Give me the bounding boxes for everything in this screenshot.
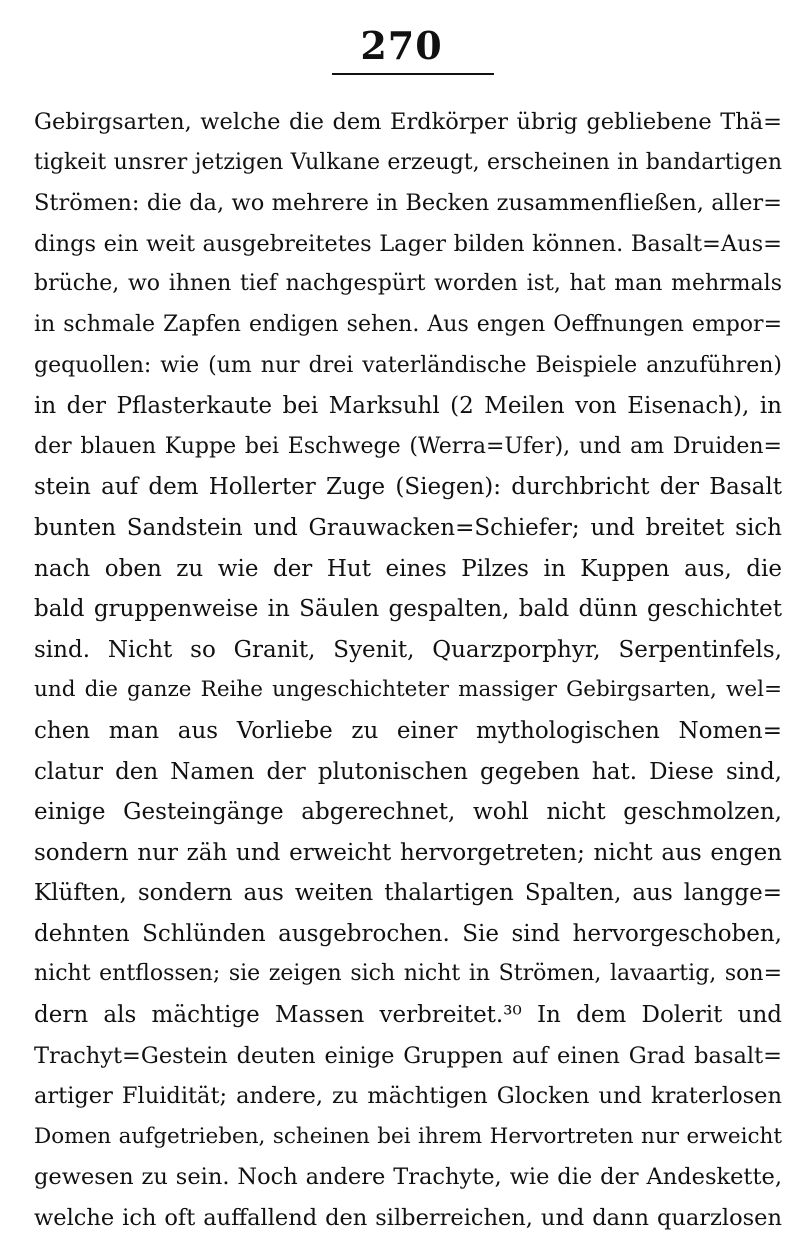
text-line: Gebirgsarten, welche die dem Erdkörper übrig gebliebene Thä=	[34, 109, 782, 135]
text-line: clatur den Namen der plutonischen gegeben hat. Diese sind,	[34, 758, 782, 785]
page-number: 270	[360, 23, 443, 68]
text-line: gewesen zu sein. Noch andere Trachyte, wie die der Andeskette,	[34, 1164, 782, 1191]
text-line: in schmale Zapfen endigen sehen. Aus engen Oeffnungen empor=	[34, 311, 782, 337]
text-line: sondern nur zäh und erweicht hervorgetreten; nicht aus engen	[34, 839, 782, 866]
text-line: tigkeit unsrer jetzigen Vulkane erzeugt, erscheinen in bandartigen	[34, 149, 782, 175]
text-line: nicht entflossen; sie zeigen sich nicht in Strömen, lavaartig, son=	[34, 961, 782, 987]
text-line: Strömen: die da, wo mehrere in Becken zusammenfließen, aller=	[34, 190, 782, 217]
text-line: brüche, wo ihnen tief nachgespürt worden ist, hat man mehrmals	[34, 271, 782, 297]
text-line: sind. Nicht so Granit, Syenit, Quarzporphyr, Serpentinfels,	[34, 636, 782, 663]
body-text	[34, 102, 782, 1239]
text-line: welche ich oft auffallend den silberreichen, und dann quarzlosen	[34, 1205, 782, 1232]
text-line: Domen aufgetrieben, scheinen bei ihrem Hervortreten nur erweicht	[34, 1123, 782, 1149]
text-line: der blauen Kuppe bei Eschwege (Werra=Ufer), und am Druiden=	[34, 433, 782, 459]
text-line: nach oben zu wie der Hut eines Pilzes in Kuppen aus, die	[34, 555, 782, 582]
text-line: einige Gesteingänge abgerechnet, wohl nicht geschmolzen,	[34, 799, 782, 826]
text-line: gequollen: wie (um nur drei vaterländische Beispiele anzuführen)	[34, 352, 782, 378]
text-line: bald gruppenweise in Säulen gespalten, bald dünn geschichtet	[34, 596, 782, 623]
text-line: dehnten Schlünden ausgebrochen. Sie sind hervorgeschoben,	[34, 920, 782, 947]
text-line: chen man aus Vorliebe zu einer mythologischen Nomen=	[34, 717, 782, 744]
text-line: und die ganze Reihe ungeschichteter massiger Gebirgsarten, wel=	[34, 677, 782, 703]
text-line: dern als mächtige Massen verbreitet.³⁰ In dem Dolerit und	[34, 1002, 782, 1029]
text-line: Klüften, sondern aus weiten thalartigen Spalten, aus langge=	[34, 880, 782, 907]
text-line: dings ein weit ausgebreitetes Lager bilden können. Basalt=Aus=	[34, 230, 782, 257]
header-rule	[332, 73, 494, 75]
text-line: in der Pflasterkaute bei Marksuhl (2 Meilen von Eisenach), in	[34, 393, 782, 420]
text-line: Trachyt=Gestein deuten einige Gruppen auf einen Grad basalt=	[34, 1042, 782, 1069]
text-line: stein auf dem Hollerter Zuge (Siegen): durchbricht der Basalt	[34, 474, 782, 501]
text-line: artiger Fluidität; andere, zu mächtigen Glocken und kraterlosen	[34, 1083, 782, 1110]
text-line: bunten Sandstein und Grauwacken=Schiefer; und breitet sich	[34, 514, 782, 541]
